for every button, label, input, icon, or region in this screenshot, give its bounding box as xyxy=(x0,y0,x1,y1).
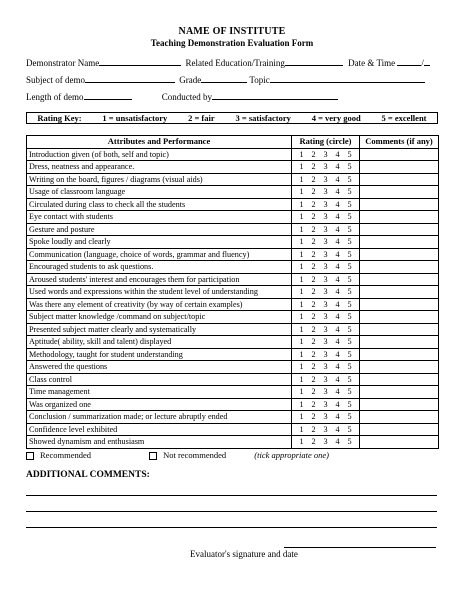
comment-cell[interactable] xyxy=(360,411,439,424)
comment-cell[interactable] xyxy=(360,361,439,374)
rating-option[interactable]: 1 xyxy=(299,362,304,372)
comment-cell[interactable] xyxy=(360,348,439,361)
rating-key-1: 1 = unsatisfactory xyxy=(102,113,168,123)
institute-name: NAME OF INSTITUTE xyxy=(178,26,286,37)
table-row xyxy=(27,261,439,274)
signature-line[interactable] xyxy=(284,547,436,548)
table-row xyxy=(27,348,439,361)
rating-option[interactable]: 2 xyxy=(311,174,316,184)
table-row xyxy=(27,298,439,311)
field-row-2 xyxy=(26,74,425,85)
rating-option[interactable]: 4 xyxy=(335,399,340,409)
recommended-checkbox[interactable] xyxy=(26,452,34,460)
rating-option[interactable]: 1 xyxy=(299,274,304,284)
table-row xyxy=(27,273,439,286)
table-row xyxy=(27,373,439,386)
topic-field[interactable] xyxy=(270,74,425,83)
rating-option[interactable]: 4 xyxy=(335,287,340,297)
rating-option[interactable]: 2 xyxy=(311,412,316,422)
evaluation-table xyxy=(26,135,439,449)
rating-option[interactable]: 3 xyxy=(323,274,328,284)
comment-cell[interactable] xyxy=(360,298,439,311)
rating-option[interactable]: 2 xyxy=(311,162,316,172)
date-field[interactable] xyxy=(397,57,421,66)
rating-header: Rating (circle) xyxy=(292,136,360,149)
rating-option[interactable]: 5 xyxy=(347,324,352,334)
rating-option[interactable]: 2 xyxy=(311,237,316,247)
field-row-3 xyxy=(26,91,338,102)
subject-field[interactable] xyxy=(85,74,175,83)
comment-cell[interactable] xyxy=(360,198,439,211)
rating-option[interactable]: 5 xyxy=(347,312,352,322)
rating-cell xyxy=(292,298,360,311)
rating-option[interactable]: 4 xyxy=(335,162,340,172)
rating-option[interactable]: 5 xyxy=(347,162,352,172)
rating-option[interactable]: 1 xyxy=(299,287,304,297)
attribute-label: Aroused students' interest and encourages them for participation xyxy=(27,273,292,286)
rating-option[interactable]: 1 xyxy=(299,387,304,397)
comment-cell[interactable] xyxy=(360,386,439,399)
comment-line-3[interactable] xyxy=(26,527,437,528)
rating-option[interactable]: 4 xyxy=(335,299,340,309)
related-education-field[interactable] xyxy=(285,57,343,66)
attribute-label: Conclusion / summarization made; or lecture abruptly ended xyxy=(27,411,292,424)
rating-option[interactable]: 2 xyxy=(311,312,316,322)
rating-key xyxy=(26,112,438,124)
rating-option[interactable]: 2 xyxy=(311,387,316,397)
rating-cell xyxy=(292,411,360,424)
rating-option[interactable]: 5 xyxy=(347,362,352,372)
attribute-label: Answered the questions xyxy=(27,361,292,374)
length-field[interactable] xyxy=(84,91,132,100)
rating-option[interactable]: 1 xyxy=(299,399,304,409)
table-row xyxy=(27,361,439,374)
attribute-label: Confidence level exhibited xyxy=(27,423,292,436)
comment-cell[interactable] xyxy=(360,323,439,336)
attribute-label: Writing on the board, figures / diagrams (visual aids) xyxy=(27,173,292,186)
rating-option[interactable]: 4 xyxy=(335,237,340,247)
table-row xyxy=(27,236,439,249)
comment-cell[interactable] xyxy=(360,273,439,286)
rating-option[interactable]: 3 xyxy=(323,299,328,309)
rating-option[interactable]: 4 xyxy=(335,362,340,372)
attribute-label: Circulated during class to check all the students xyxy=(27,198,292,211)
rating-option[interactable]: 4 xyxy=(335,424,340,434)
comment-cell[interactable] xyxy=(360,423,439,436)
rating-option[interactable]: 2 xyxy=(311,262,316,272)
rating-option[interactable]: 3 xyxy=(323,212,328,222)
rating-key-2: 2 = fair xyxy=(188,113,215,123)
attribute-label: Showed dynamism and enthusiasm xyxy=(27,436,292,449)
rating-option[interactable]: 2 xyxy=(311,362,316,372)
rating-option[interactable]: 1 xyxy=(299,199,304,209)
rating-key-label: Rating Key: xyxy=(37,113,82,123)
rating-option[interactable]: 1 xyxy=(299,162,304,172)
comment-line-2[interactable] xyxy=(26,511,437,512)
rating-cell xyxy=(292,286,360,299)
table-row xyxy=(27,411,439,424)
rating-cell xyxy=(292,436,360,449)
rating-cell xyxy=(292,211,360,224)
demonstrator-name-field[interactable] xyxy=(99,57,181,66)
comment-cell[interactable] xyxy=(360,436,439,449)
rating-cell xyxy=(292,361,360,374)
attribute-label: Spoke loudly and clearly xyxy=(27,236,292,249)
rating-option[interactable]: 3 xyxy=(323,174,328,184)
rating-option[interactable]: 5 xyxy=(347,174,352,184)
rating-option[interactable]: 5 xyxy=(347,337,352,347)
rating-option[interactable]: 1 xyxy=(299,424,304,434)
rating-option[interactable]: 5 xyxy=(347,437,352,447)
rating-option[interactable]: 3 xyxy=(323,374,328,384)
attribute-label: Gesture and posture xyxy=(27,223,292,236)
rating-option[interactable]: 2 xyxy=(311,399,316,409)
demonstrator-name-label: Demonstrator Name xyxy=(26,58,100,68)
grade-field[interactable] xyxy=(201,74,247,83)
table-row xyxy=(27,173,439,186)
rating-option[interactable]: 1 xyxy=(299,299,304,309)
date-time-label: Date & Time xyxy=(348,58,396,68)
table-row xyxy=(27,223,439,236)
rating-option[interactable]: 4 xyxy=(335,199,340,209)
comments-header: Comments (if any) xyxy=(360,136,439,149)
rating-option[interactable]: 5 xyxy=(347,349,352,359)
rating-option[interactable]: 2 xyxy=(311,249,316,259)
rating-option[interactable]: 5 xyxy=(347,199,352,209)
rating-cell xyxy=(292,273,360,286)
form-title: Teaching Demonstration Evaluation Form xyxy=(150,38,314,48)
rating-cell xyxy=(292,398,360,411)
rating-option[interactable]: 4 xyxy=(335,437,340,447)
rating-option[interactable]: 3 xyxy=(323,249,328,259)
rating-option[interactable]: 3 xyxy=(323,412,328,422)
rating-option[interactable]: 2 xyxy=(311,199,316,209)
length-label: Length of demo xyxy=(26,92,84,102)
rating-cell xyxy=(292,173,360,186)
rating-option[interactable]: 4 xyxy=(335,349,340,359)
rating-option[interactable]: 2 xyxy=(311,437,316,447)
rating-option[interactable]: 3 xyxy=(323,387,328,397)
rating-cell xyxy=(292,261,360,274)
comment-cell[interactable] xyxy=(360,336,439,349)
rating-option[interactable]: 3 xyxy=(323,287,328,297)
rating-cell xyxy=(292,198,360,211)
rating-option[interactable]: 4 xyxy=(335,412,340,422)
attribute-label: Was organized one xyxy=(27,398,292,411)
comment-cell[interactable] xyxy=(360,286,439,299)
rating-option[interactable]: 3 xyxy=(323,149,328,159)
rating-option[interactable]: 3 xyxy=(323,362,328,372)
comment-line-1[interactable] xyxy=(26,495,437,496)
rating-option[interactable]: 1 xyxy=(299,349,304,359)
table-row xyxy=(27,336,439,349)
rating-option[interactable]: 4 xyxy=(335,324,340,334)
rating-option[interactable]: 5 xyxy=(347,212,352,222)
rating-option[interactable]: 4 xyxy=(335,374,340,384)
rating-option[interactable]: 5 xyxy=(347,374,352,384)
attribute-label: Used words and expressions within the student level of understanding xyxy=(27,286,292,299)
rating-option[interactable]: 4 xyxy=(335,187,340,197)
attribute-label: Introduction given (of both, self and topic) xyxy=(27,148,292,161)
rating-option[interactable]: 2 xyxy=(311,424,316,434)
rating-option[interactable]: 2 xyxy=(311,374,316,384)
comment-cell[interactable] xyxy=(360,236,439,249)
rating-option[interactable]: 2 xyxy=(311,324,316,334)
attribute-label: Eye contact with students xyxy=(27,211,292,224)
table-row xyxy=(27,286,439,299)
table-row xyxy=(27,248,439,261)
table-row xyxy=(27,186,439,199)
rating-key-5: 5 = excellent xyxy=(381,113,427,123)
rating-option[interactable]: 4 xyxy=(335,312,340,322)
rating-option[interactable]: 4 xyxy=(335,174,340,184)
rating-option[interactable]: 1 xyxy=(299,249,304,259)
rating-option[interactable]: 4 xyxy=(335,387,340,397)
rating-cell xyxy=(292,348,360,361)
rating-option[interactable]: 1 xyxy=(299,437,304,447)
table-row xyxy=(27,423,439,436)
subject-label: Subject of demo xyxy=(26,75,85,85)
table-row xyxy=(27,323,439,336)
rating-cell xyxy=(292,386,360,399)
rating-option[interactable]: 1 xyxy=(299,374,304,384)
rating-option[interactable]: 5 xyxy=(347,237,352,247)
rating-option[interactable]: 4 xyxy=(335,224,340,234)
rating-cell xyxy=(292,248,360,261)
rating-option[interactable]: 2 xyxy=(311,187,316,197)
rating-option[interactable]: 3 xyxy=(323,424,328,434)
rating-option[interactable]: 1 xyxy=(299,224,304,234)
rating-option[interactable]: 1 xyxy=(299,337,304,347)
comment-cell[interactable] xyxy=(360,398,439,411)
rating-option[interactable]: 3 xyxy=(323,399,328,409)
comment-cell[interactable] xyxy=(360,311,439,324)
table-row xyxy=(27,211,439,224)
rating-option[interactable]: 3 xyxy=(323,199,328,209)
rating-cell xyxy=(292,323,360,336)
table-header-row xyxy=(27,136,439,149)
rating-option[interactable]: 4 xyxy=(335,249,340,259)
rating-option[interactable]: 1 xyxy=(299,237,304,247)
grade-label: Grade xyxy=(179,75,202,85)
rating-option[interactable]: 5 xyxy=(347,424,352,434)
comment-cell[interactable] xyxy=(360,186,439,199)
attribute-label: Encouraged students to ask questions. xyxy=(27,261,292,274)
rating-option[interactable]: 3 xyxy=(323,324,328,334)
conducted-by-field[interactable] xyxy=(212,91,338,100)
attributes-header: Attributes and Performance xyxy=(27,136,292,149)
time-field[interactable] xyxy=(424,57,430,66)
tick-hint: (tick appropriate one) xyxy=(254,450,330,460)
rating-option[interactable]: 2 xyxy=(311,149,316,159)
rating-option[interactable]: 3 xyxy=(323,349,328,359)
related-education-label: Related Education/Training xyxy=(185,58,285,68)
rating-option[interactable]: 3 xyxy=(323,262,328,272)
attribute-label: Dress, neatness and appearance. xyxy=(27,161,292,174)
rating-option[interactable]: 4 xyxy=(335,337,340,347)
field-row-1: Demonstrator Name Related Education/Training Date & Time / xyxy=(26,57,430,68)
comment-cell[interactable] xyxy=(360,211,439,224)
rating-key-3: 3 = satisfactory xyxy=(235,113,291,123)
rating-option[interactable]: 2 xyxy=(311,274,316,284)
rating-option[interactable]: 3 xyxy=(323,237,328,247)
rating-option[interactable]: 1 xyxy=(299,174,304,184)
attribute-label: Methodology, taught for student understanding xyxy=(27,348,292,361)
rating-cell xyxy=(292,336,360,349)
recommended-label: Recommended xyxy=(40,450,91,460)
rating-option[interactable]: 4 xyxy=(335,149,340,159)
attribute-label: Communication (language, choice of words, grammar and fluency) xyxy=(27,248,292,261)
comment-cell[interactable] xyxy=(360,223,439,236)
attribute-label: Subject matter knowledge /command on subject/topic xyxy=(27,311,292,324)
rating-option[interactable]: 5 xyxy=(347,412,352,422)
rating-option[interactable]: 2 xyxy=(311,287,316,297)
table-row xyxy=(27,311,439,324)
attribute-label: Aptitude( ability, skill and talent) displayed xyxy=(27,336,292,349)
comment-cell[interactable] xyxy=(360,261,439,274)
signature-label: Evaluator's signature and date xyxy=(190,549,298,559)
rating-option[interactable]: 5 xyxy=(347,274,352,284)
not-recommended-checkbox[interactable] xyxy=(149,452,157,460)
rating-option[interactable]: 5 xyxy=(347,249,352,259)
rating-cell xyxy=(292,161,360,174)
rating-cell xyxy=(292,186,360,199)
attribute-label: Class control xyxy=(27,373,292,386)
rating-cell xyxy=(292,223,360,236)
rating-option[interactable]: 1 xyxy=(299,324,304,334)
rating-option[interactable]: 5 xyxy=(347,399,352,409)
rating-option[interactable]: 3 xyxy=(323,312,328,322)
rating-option[interactable]: 5 xyxy=(347,299,352,309)
table-row xyxy=(27,198,439,211)
rating-option[interactable]: 2 xyxy=(311,299,316,309)
table-row xyxy=(27,386,439,399)
attribute-label: Presented subject matter clearly and systematically xyxy=(27,323,292,336)
rating-option[interactable]: 1 xyxy=(299,187,304,197)
rating-option[interactable]: 5 xyxy=(347,149,352,159)
rating-cell xyxy=(292,373,360,386)
rating-option[interactable]: 2 xyxy=(311,224,316,234)
rating-option[interactable]: 3 xyxy=(323,437,328,447)
rating-option[interactable]: 1 xyxy=(299,149,304,159)
comment-cell[interactable] xyxy=(360,373,439,386)
attribute-label: Was there any element of creativity (by way of certain examples) xyxy=(27,298,292,311)
rating-option[interactable]: 3 xyxy=(323,224,328,234)
recommendation-row xyxy=(26,450,329,460)
comment-cell[interactable] xyxy=(360,173,439,186)
table-row xyxy=(27,148,439,161)
table-row xyxy=(27,398,439,411)
rating-option[interactable]: 3 xyxy=(323,337,328,347)
rating-option[interactable]: 4 xyxy=(335,274,340,284)
additional-comments-heading: ADDITIONAL COMMENTS: xyxy=(26,470,150,480)
rating-option[interactable]: 3 xyxy=(323,187,328,197)
comment-cell[interactable] xyxy=(360,161,439,174)
comment-cell[interactable] xyxy=(360,248,439,261)
rating-option[interactable]: 1 xyxy=(299,412,304,422)
attribute-label: Time management xyxy=(27,386,292,399)
rating-option[interactable]: 2 xyxy=(311,349,316,359)
rating-option[interactable]: 5 xyxy=(347,287,352,297)
rating-option[interactable]: 1 xyxy=(299,212,304,222)
rating-option[interactable]: 2 xyxy=(311,337,316,347)
rating-cell xyxy=(292,423,360,436)
table-body xyxy=(27,148,439,448)
table-row xyxy=(27,436,439,449)
rating-option[interactable]: 1 xyxy=(299,312,304,322)
topic-label: Topic xyxy=(249,75,270,85)
conducted-by-label: Conducted by xyxy=(161,92,212,102)
rating-option[interactable]: 2 xyxy=(311,212,316,222)
comment-cell[interactable] xyxy=(360,148,439,161)
rating-option[interactable]: 5 xyxy=(347,387,352,397)
rating-option[interactable]: 3 xyxy=(323,162,328,172)
rating-option[interactable]: 5 xyxy=(347,187,352,197)
rating-option[interactable]: 4 xyxy=(335,262,340,272)
rating-option[interactable]: 5 xyxy=(347,224,352,234)
not-recommended-label: Not recommended xyxy=(163,450,227,460)
rating-cell xyxy=(292,236,360,249)
rating-option[interactable]: 5 xyxy=(347,262,352,272)
attribute-label: Usage of classroom language xyxy=(27,186,292,199)
rating-option[interactable]: 4 xyxy=(335,212,340,222)
rating-key-4: 4 = very good xyxy=(311,113,361,123)
rating-cell xyxy=(292,148,360,161)
rating-option[interactable]: 1 xyxy=(299,262,304,272)
table-row xyxy=(27,161,439,174)
rating-cell xyxy=(292,311,360,324)
